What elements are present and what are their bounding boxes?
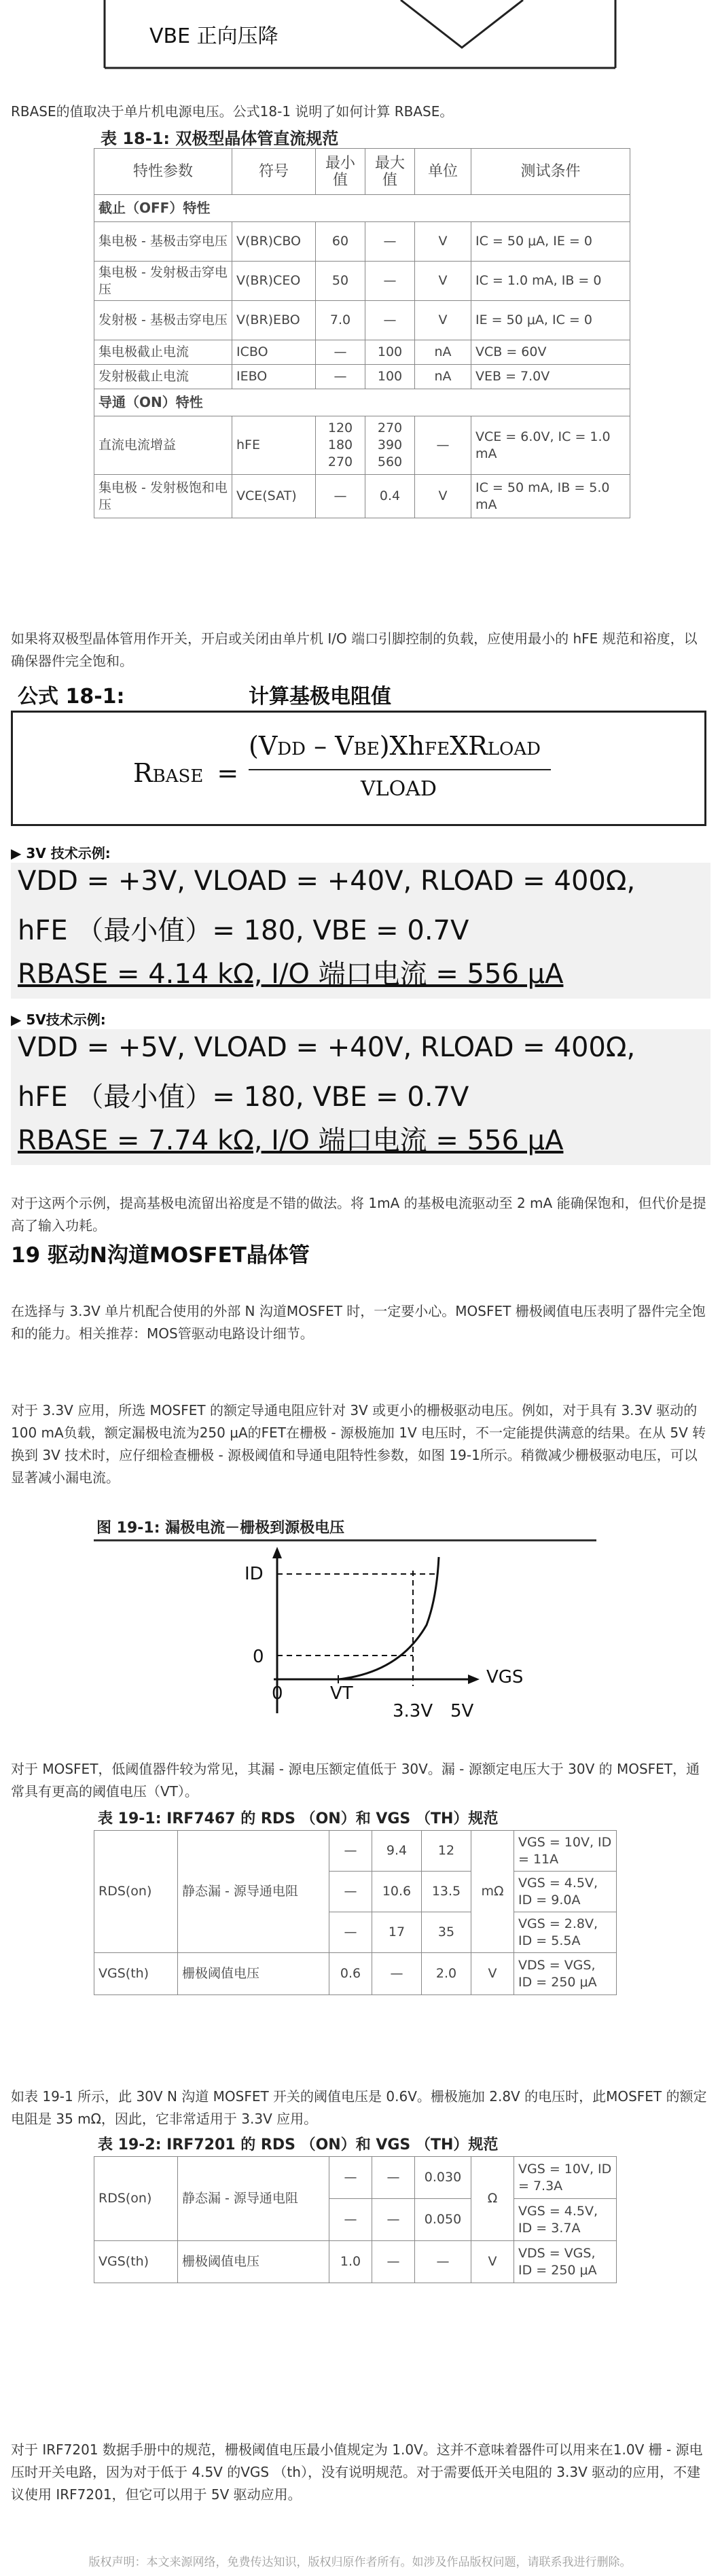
table-cell: 10.6 bbox=[372, 1872, 422, 1912]
table-cell: 270 390 560 bbox=[365, 416, 415, 475]
rds-name: 静态漏 - 源导通电阻 bbox=[178, 1831, 329, 1953]
table-cell: V bbox=[415, 262, 471, 301]
table-cell: 2.0 bbox=[422, 1953, 471, 1995]
table-19-1-grid bbox=[94, 1830, 617, 1995]
table-cell: 12 bbox=[422, 1831, 471, 1872]
example-5v bbox=[11, 1029, 710, 1165]
table-18-1-title: 表 18-1: 双极型晶体管直流规范 bbox=[101, 129, 339, 148]
fig-origin-x: 0 bbox=[272, 1683, 283, 1704]
table-cell: 0.4 bbox=[365, 475, 415, 518]
table-cell: 0.030 bbox=[415, 2157, 471, 2199]
table-cell: — bbox=[372, 1953, 422, 1995]
x-axis-arrow bbox=[468, 1675, 480, 1684]
figure-19-1 bbox=[94, 1516, 596, 1734]
formula-box bbox=[11, 711, 706, 826]
table-cell: VGS = 10V, ID = 11A bbox=[514, 1831, 617, 1872]
formula-eq: = bbox=[217, 758, 239, 788]
table-cell: — bbox=[365, 222, 415, 262]
fig-tick-5v: 5V bbox=[450, 1701, 474, 1721]
table-19-2-grid bbox=[94, 2156, 617, 2283]
table-cell: 发射极 - 基极击穿电压 bbox=[94, 301, 232, 340]
table-cell: 直流电流增益 bbox=[94, 416, 232, 475]
table-cell: 集电极 - 基极击穿电压 bbox=[94, 222, 232, 262]
para-vgs: 对于 MOSFET，低阈值器件较为常见，其漏 - 源电压额定值低于 30V。漏 - 源额定电压大于 30V 的 MOSFET，通常具有更高的阈值电压（VT）。 bbox=[11, 1761, 700, 1800]
table-cell: 发射极截止电流 bbox=[94, 365, 232, 389]
table-cell: ICBO bbox=[232, 340, 316, 365]
formula-numerator bbox=[249, 731, 541, 761]
table-cell: VGS = 4.5V, ID = 9.0A bbox=[514, 1872, 617, 1912]
table-cell: 13.5 bbox=[422, 1872, 471, 1912]
fig-tick-3v3: 3.3V bbox=[393, 1701, 433, 1721]
table-cell: 0.6 bbox=[329, 1953, 372, 1995]
table-cell: V bbox=[471, 2241, 514, 2283]
table-cell: nA bbox=[415, 365, 471, 389]
example-5v-label: ▶ 5V技术示例: bbox=[11, 1012, 106, 1028]
table-cell: 1.0 bbox=[329, 2241, 372, 2283]
table-cell: V bbox=[415, 475, 471, 518]
table-cell: 100 bbox=[365, 365, 415, 389]
para-irf7201: 对于 IRF7201 数据手册中的规范，栅极阈值电压最小值规定为 1.0V。这并不意味着器件可以用来在1.0V 栅 - 源电压时开关电路，因为对于低于 4.5V 的VGS （th），没有说明规范。对于需要低开关电阻的 3.3V 驱动的应用，不建议使用 IRF7201，但它可以用于 5V 驱动应用。 bbox=[11, 2441, 703, 2503]
table-18-1 bbox=[94, 125, 630, 518]
table-cell: 集电极 - 发射极击穿电压 bbox=[94, 262, 232, 301]
formula-lhs bbox=[133, 758, 238, 788]
table-cell: V bbox=[471, 1953, 514, 1995]
vgs-symbol: VGS(th) bbox=[94, 2241, 178, 2283]
formula-lhs-sub: BASE bbox=[152, 766, 204, 787]
table-cell: 17 bbox=[372, 1912, 422, 1953]
fig-x-label: VGS bbox=[486, 1667, 524, 1687]
para-irf7467: 如表 19-1 所示，此 30V N 沟道 MOSFET 开关的阈值电压是 0.6V。栅极施加 2.8V 的电压时，此MOSFET 的额定电阻是 35 mΩ，因此，它非常适用于 3.3V 应用。 bbox=[11, 2088, 707, 2127]
figure-19-1-rule bbox=[94, 1539, 596, 1541]
table-cell: 120 180 270 bbox=[316, 416, 365, 475]
vgs-symbol: VGS(th) bbox=[94, 1953, 178, 1995]
table-cell: hFE bbox=[232, 416, 316, 475]
table-cell: — bbox=[372, 2157, 415, 2199]
table-cell: 50 bbox=[316, 262, 365, 301]
th-conditions: 测试条件 bbox=[471, 149, 630, 195]
table-cell: VCE = 6.0V, IC = 1.0 mA bbox=[471, 416, 630, 475]
table-cell: V bbox=[415, 301, 471, 340]
th-max: 最大值 bbox=[365, 149, 415, 195]
table-cell: V bbox=[415, 222, 471, 262]
table-cell: VGS = 4.5V, ID = 3.7A bbox=[514, 2199, 617, 2241]
table-cell: VCB = 60V bbox=[471, 340, 630, 365]
num-sub-dd: DD bbox=[277, 739, 306, 759]
figure-19-1-plot bbox=[94, 1543, 596, 1734]
group-on: 导通（ON）特性 bbox=[94, 389, 630, 416]
table-cell: VDS = VGS, ID = 250 μA bbox=[514, 2241, 617, 2283]
example-3v bbox=[11, 863, 710, 999]
formula-name: 计算基极电阻值 bbox=[249, 685, 391, 709]
table-cell: — bbox=[329, 1872, 372, 1912]
th-unit: 单位 bbox=[415, 149, 471, 195]
table-cell: — bbox=[365, 301, 415, 340]
table-cell: — bbox=[329, 2199, 372, 2241]
table-cell: — bbox=[329, 1831, 372, 1872]
table-cell: 60 bbox=[316, 222, 365, 262]
table-cell: 100 bbox=[365, 340, 415, 365]
rds-unit: Ω bbox=[471, 2157, 514, 2241]
example-3v-line1: VDD = +3V, VLOAD = +40V, RLOAD = 400Ω, bbox=[18, 865, 636, 897]
table-19-2-title: 表 19-2: IRF7201 的 RDS （ON）和 VGS （TH）规范 bbox=[98, 2136, 499, 2153]
table-cell: — bbox=[316, 475, 365, 518]
formula-lhs-r: R bbox=[133, 758, 153, 788]
group-off: 截止（OFF）特性 bbox=[94, 195, 630, 222]
table-cell: V(BR)EBO bbox=[232, 301, 316, 340]
section-heading-19: 19 驱动N沟道MOSFET晶体管 bbox=[11, 1243, 310, 1268]
para-mosfet1: 在选择与 3.3V 单片机配合使用的外部 N 沟道MOSFET 时，一定要小心。MOSFET 栅极阈值电压表明了器件完全饱和的能力。相关推荐：MOS管驱动电路设计细节。 bbox=[11, 1303, 706, 1342]
vgs-name: 栅极阈值电压 bbox=[178, 1953, 329, 1995]
num-sub-fe: FE bbox=[425, 739, 450, 759]
th-param: 特性参数 bbox=[94, 149, 232, 195]
fig-origin-y: 0 bbox=[253, 1647, 264, 1667]
table-cell: IC = 50 mA, IB = 5.0 mA bbox=[471, 475, 630, 518]
example-5v-line2: hFE （最小值）= 180, VBE = 0.7V bbox=[18, 1081, 469, 1113]
top-figure-label: VBE 正向压降 bbox=[149, 24, 278, 48]
example-5v-line3: RBASE = 7.74 kΩ, I/O 端口电流 = 556 μA bbox=[18, 1125, 564, 1156]
para-rbase: RBASE的值取决于单片机电源电压。公式18-1 说明了如何计算 RBASE。 bbox=[11, 103, 454, 120]
num-part: XR bbox=[450, 731, 488, 761]
id-vgs-curve bbox=[338, 1557, 439, 1679]
table-cell: 0.050 bbox=[415, 2199, 471, 2241]
table-cell: — bbox=[316, 365, 365, 389]
table-cell: 集电极 - 发射极饱和电压 bbox=[94, 475, 232, 518]
top-figure bbox=[102, 0, 618, 75]
num-part: )Xh bbox=[379, 731, 425, 761]
formula-fraction-bar bbox=[249, 769, 551, 770]
copyright-footer: 版权声明：本文来源网络，免费传达知识，版权归原作者所有。如涉及作品版权问题，请联系我进行删除。 bbox=[88, 2556, 632, 2569]
table-cell: 9.4 bbox=[372, 1831, 422, 1872]
table-cell: IEBO bbox=[232, 365, 316, 389]
y-axis-arrow bbox=[272, 1547, 282, 1558]
fig-y-label: ID bbox=[245, 1564, 264, 1584]
fig-vt-label: VT bbox=[330, 1683, 353, 1704]
table-cell: VEB = 7.0V bbox=[471, 365, 630, 389]
table-cell: VCE(SAT) bbox=[232, 475, 316, 518]
table-19-1-title: 表 19-1: IRF7467 的 RDS （ON）和 VGS （TH）规范 bbox=[98, 1810, 499, 1827]
formula-18-1 bbox=[11, 679, 710, 830]
table-18-1-grid bbox=[94, 148, 630, 518]
para-margin: 对于这两个示例，提高基极电流留出裕度是不错的做法。将 1mA 的基极电流驱动至 2 mA 能确保饱和，但代价是提高了输入功耗。 bbox=[11, 1195, 706, 1234]
table-cell: 35 bbox=[422, 1912, 471, 1953]
para-mosfet2: 对于 3.3V 应用，所选 MOSFET 的额定导通电阻应针对 3V 或更小的栅极驱动电压。例如，对于具有 3.3V 驱动的100 mA负载，额定漏极电流为250 μA的FET在栅极 - 源极施加 1V 电压时，不一定能提供满意的结果。在从 5V 转换到 3V 技术时，应仔细检查栅极 - 源极阈值和导通电阻特性参数，如图 19-1所示。稍微减少栅极驱动电压，可以显著减小漏电流。 bbox=[11, 1402, 706, 1486]
rds-symbol: RDS(on) bbox=[94, 2157, 178, 2241]
rds-name: 静态漏 - 源导通电阻 bbox=[178, 2157, 329, 2241]
para-switch: 如果将双极型晶体管用作开关，开启或关闭由单片机 I/O 端口引脚控制的负载，应使用最小的 hFE 规范和裕度，以确保器件完全饱和。 bbox=[11, 630, 698, 669]
table-cell: VDS = VGS, ID = 250 μA bbox=[514, 1953, 617, 1995]
table-cell: nA bbox=[415, 340, 471, 365]
table-cell: VGS = 2.8V, ID = 5.5A bbox=[514, 1912, 617, 1953]
example-3v-line3: RBASE = 4.14 kΩ, I/O 端口电流 = 556 μA bbox=[18, 959, 564, 990]
num-part: – V bbox=[305, 731, 354, 761]
rds-symbol: RDS(on) bbox=[94, 1831, 178, 1953]
table-cell: — bbox=[365, 262, 415, 301]
table-cell: — bbox=[329, 2157, 372, 2199]
num-sub-be: BE bbox=[353, 739, 380, 759]
table-cell: — bbox=[316, 340, 365, 365]
table-cell: 7.0 bbox=[316, 301, 365, 340]
table-cell: 集电极截止电流 bbox=[94, 340, 232, 365]
figure-19-1-title: 图 19-1: 漏极电流－栅极到源极电压 bbox=[96, 1520, 345, 1537]
formula-denominator: VLOAD bbox=[361, 777, 437, 801]
th-min: 最小值 bbox=[316, 149, 365, 195]
table-cell: IC = 1.0 mA, IB = 0 bbox=[471, 262, 630, 301]
table-19-2 bbox=[94, 2133, 617, 2283]
table-cell: VGS = 10V, ID = 7.3A bbox=[514, 2157, 617, 2199]
table-cell: — bbox=[329, 1912, 372, 1953]
num-sub-load: LOAD bbox=[487, 739, 541, 759]
example-3v-line2: hFE （最小值）= 180, VBE = 0.7V bbox=[18, 915, 469, 946]
formula-title: 公式 18-1: bbox=[18, 685, 125, 709]
th-symbol: 符号 bbox=[232, 149, 316, 195]
table-cell: V(BR)CBO bbox=[232, 222, 316, 262]
rds-unit: mΩ bbox=[471, 1831, 514, 1953]
table-cell: — bbox=[415, 416, 471, 475]
example-3v-label: ▶ 3V 技术示例: bbox=[11, 845, 111, 861]
num-part: (V bbox=[249, 731, 278, 761]
table-cell: IE = 50 μA, IC = 0 bbox=[471, 301, 630, 340]
table-cell: IC = 50 μA, IE = 0 bbox=[471, 222, 630, 262]
table-cell: — bbox=[372, 2199, 415, 2241]
vgs-name: 栅极阈值电压 bbox=[178, 2241, 329, 2283]
table-cell: — bbox=[372, 2241, 415, 2283]
example-5v-line1: VDD = +5V, VLOAD = +40V, RLOAD = 400Ω, bbox=[18, 1032, 636, 1063]
table-cell: V(BR)CEO bbox=[232, 262, 316, 301]
table-19-1 bbox=[94, 1807, 617, 1995]
table-cell: — bbox=[415, 2241, 471, 2283]
